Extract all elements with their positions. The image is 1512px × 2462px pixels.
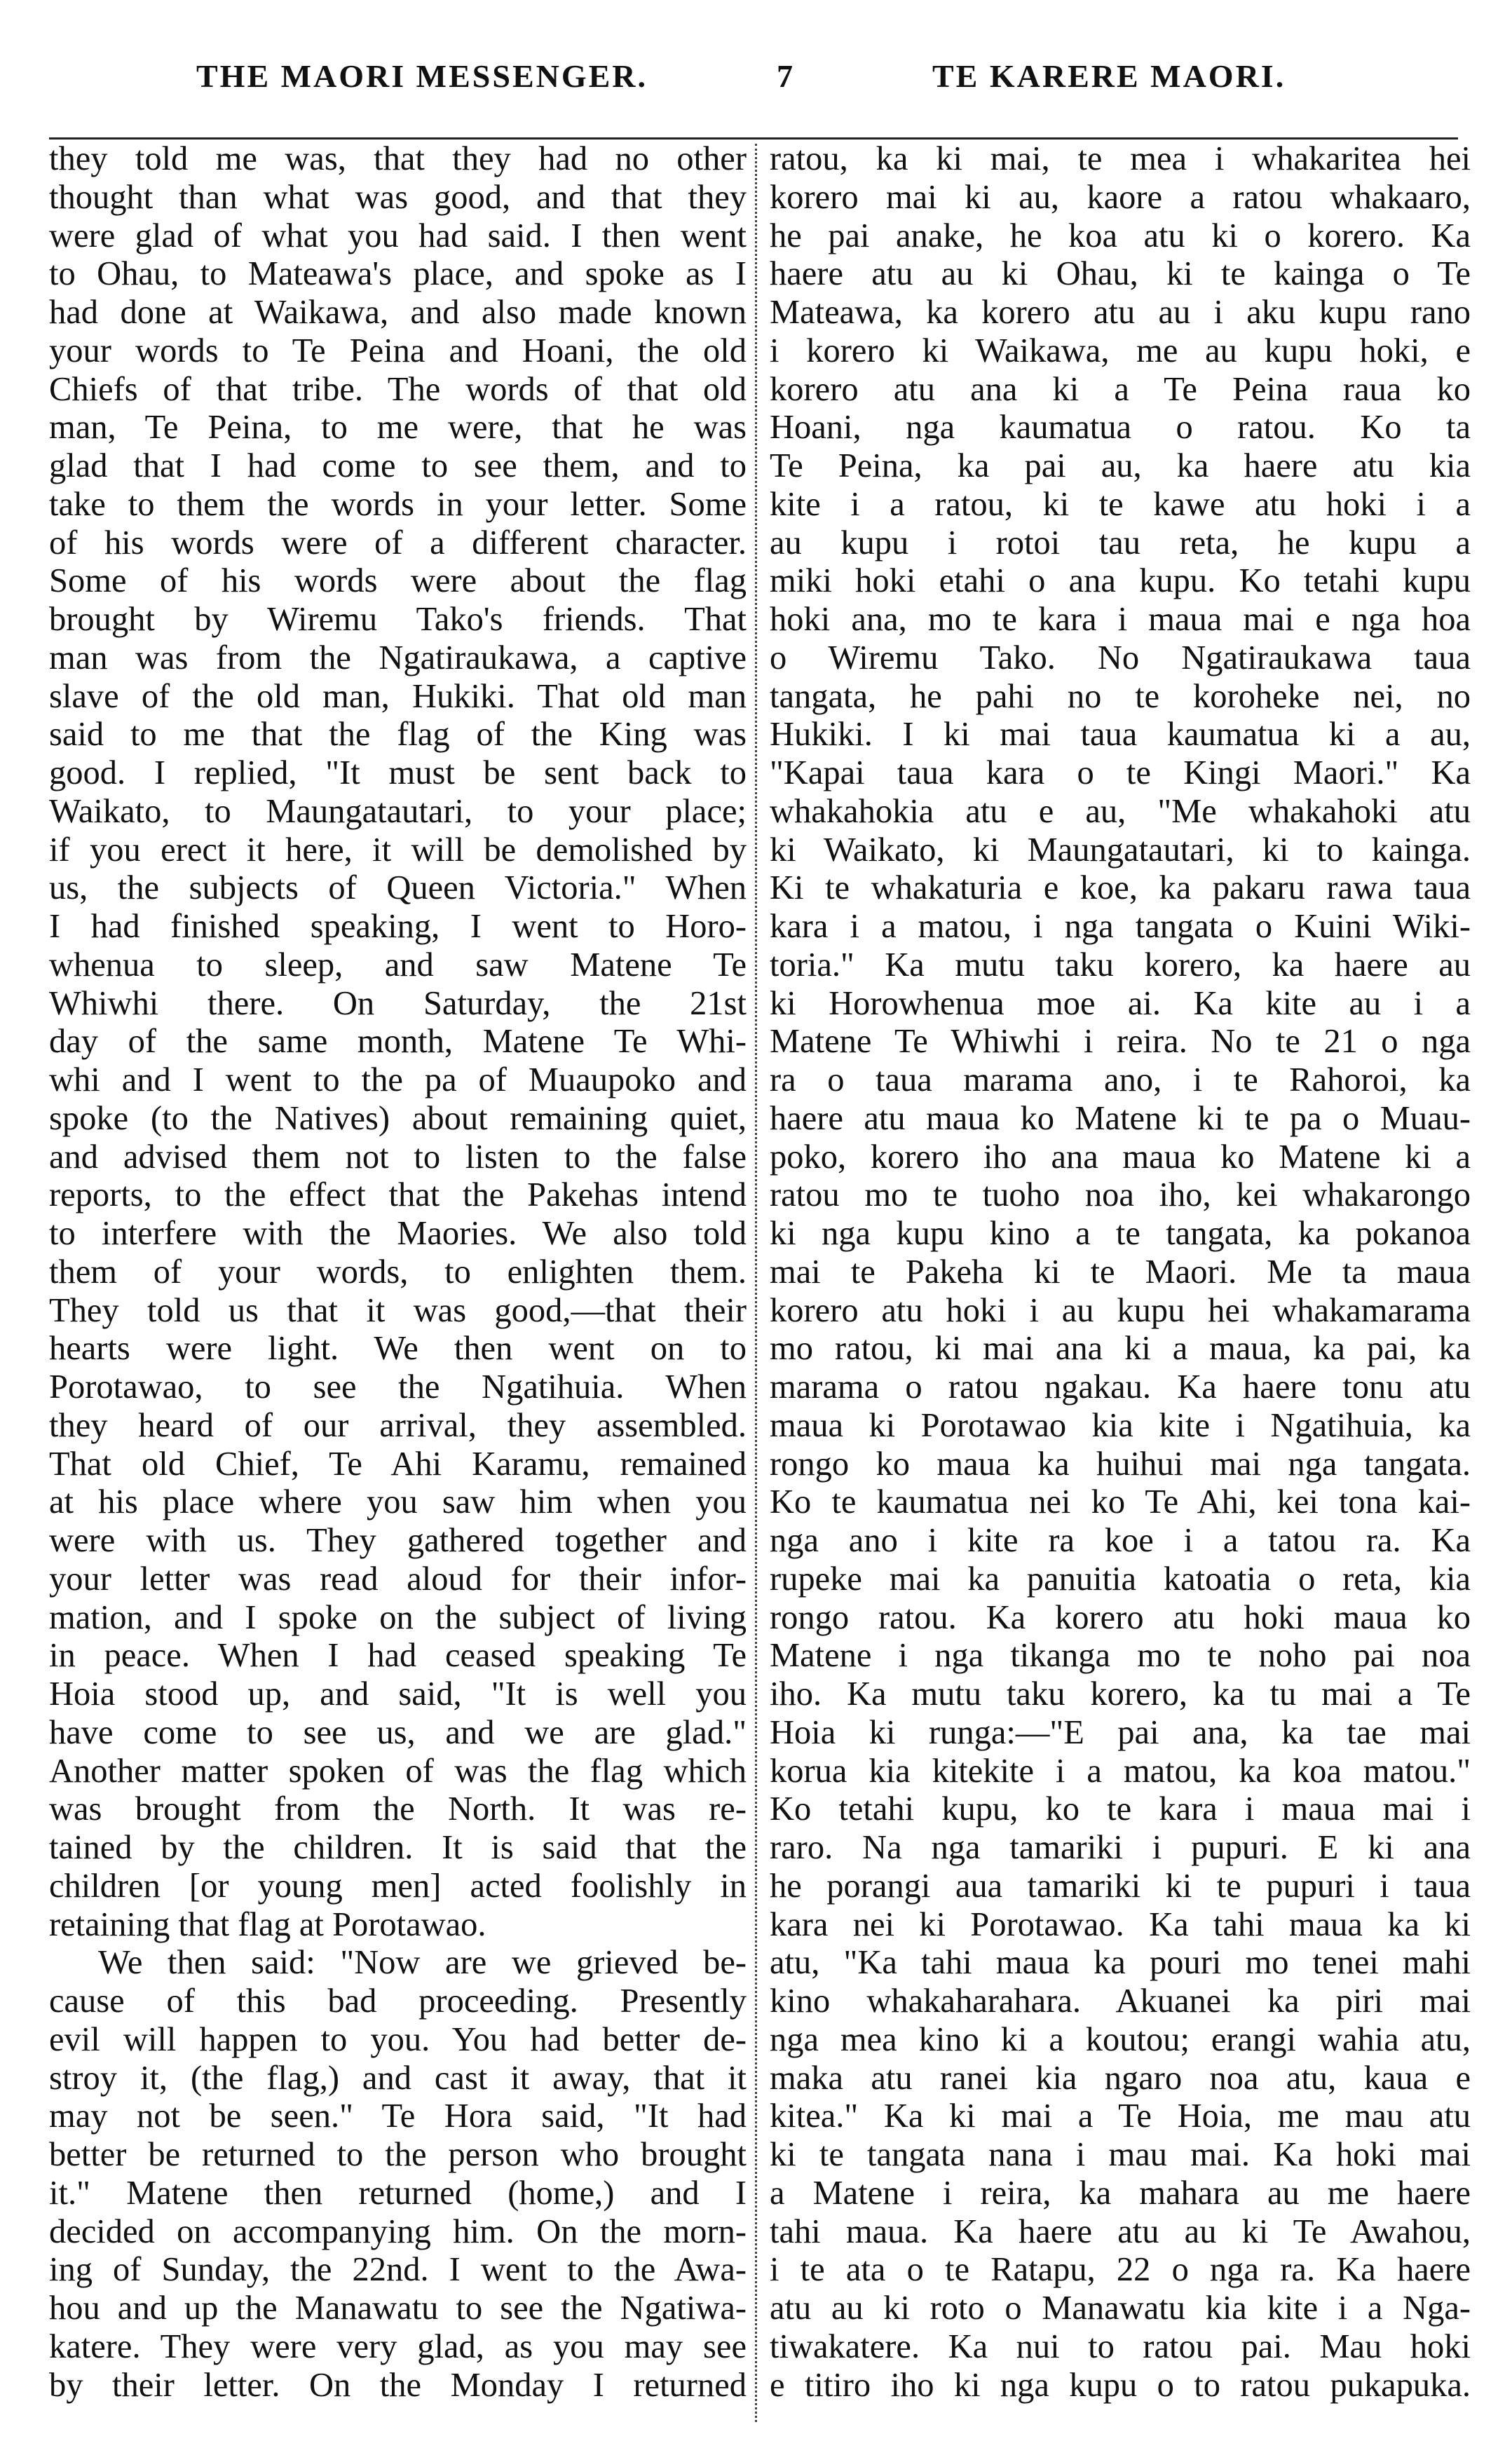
- english-text-line: were with us. They gathered together and: [49, 1522, 747, 1559]
- maori-text-line: Hoia ki runga:—"E pai ana, ka tae mai: [770, 1713, 1471, 1751]
- english-text-line: Another matter spoken of was the flag which: [49, 1752, 747, 1790]
- english-text-line: by their letter. On the Monday I returned: [49, 2366, 747, 2404]
- english-text-line: spoke (to the Natives) about remaining quiet,: [49, 1099, 747, 1137]
- english-text-line: hearts were light. We then went on to: [49, 1330, 747, 1368]
- english-text-line: cause of this bad proceeding. Presently: [49, 1982, 747, 2020]
- english-text-line: us, the subjects of Queen Victoria." When: [49, 869, 747, 907]
- maori-text-line: miki hoki etahi o ana kupu. Ko tetahi kupu: [770, 562, 1471, 600]
- maori-text-line: ra o taua marama ano, i te Rahoroi, ka: [770, 1061, 1471, 1099]
- maori-text-line: haere atu maua ko Matene ki te pa o Muau-: [770, 1099, 1471, 1137]
- page-header: [49, 57, 1458, 114]
- english-text-line: had done at Waikawa, and also made known: [49, 294, 747, 331]
- maori-column: [770, 140, 1471, 2405]
- english-text-line: brought by Wiremu Tako's friends. That: [49, 601, 747, 638]
- english-text-line: your letter was read aloud for their infor-: [49, 1560, 747, 1598]
- english-text-line: hou and up the Manawatu to see the Ngatiwa-: [49, 2290, 747, 2327]
- english-text-line: Porotawao, to see the Ngatihuia. When: [49, 1368, 747, 1406]
- english-text-line: better be returned to the person who brought: [49, 2136, 747, 2173]
- english-text-line: slave of the old man, Hukiki. That old man: [49, 677, 747, 715]
- english-text-line: they told me was, that they had no other: [49, 140, 747, 177]
- english-text-line: to interfere with the Maories. We also told: [49, 1215, 747, 1252]
- maori-text-line: iho. Ka mutu taku korero, ka tu mai a Te: [770, 1675, 1471, 1713]
- english-text-line: to Ohau, to Mateawa's place, and spoke as I: [49, 255, 747, 293]
- english-text-line: reports, to the effect that the Pakehas intend: [49, 1176, 747, 1214]
- english-text-line: good. I replied, "It must be sent back to: [49, 754, 747, 791]
- maori-text-line: ki te tangata nana i mau mai. Ka hoki mai: [770, 2136, 1471, 2173]
- maori-text-line: nga ano i kite ra koe i a tatou ra. Ka: [770, 1522, 1471, 1559]
- maori-text-line: ratou, ka ki mai, te mea i whakaritea hei: [770, 140, 1471, 177]
- english-text-line: That old Chief, Te Ahi Karamu, remained: [49, 1445, 747, 1483]
- english-text-line: of his words were of a different character.: [49, 524, 747, 562]
- maori-text-line: i te ata o te Ratapu, 22 o nga ra. Ka haere: [770, 2251, 1471, 2289]
- maori-text-line: marama o ratou ngakau. Ka haere tonu atu: [770, 1368, 1471, 1406]
- maori-text-line: a Matene i reira, ka mahara au me haere: [770, 2174, 1471, 2212]
- maori-text-line: korero atu ana ki a Te Peina raua ko: [770, 370, 1471, 408]
- maori-text-line: nga mea kino ki a koutou; erangi wahia atu,: [770, 2020, 1471, 2058]
- english-text-line: whenua to sleep, and saw Matene Te: [49, 946, 747, 984]
- header-rule: [49, 137, 1458, 140]
- maori-text-line: toria." Ka mutu taku korero, ka haere au: [770, 946, 1471, 984]
- english-text-line: may not be seen." Te Hora said, "It had: [49, 2097, 747, 2135]
- maori-text-line: Hukiki. I ki mai taua kaumatua ki a au,: [770, 716, 1471, 754]
- english-text-line: in peace. When I had ceased speaking Te: [49, 1637, 747, 1675]
- maori-text-line: Matene Te Whiwhi i reira. No te 21 o nga: [770, 1023, 1471, 1061]
- english-text-line: Whiwhi there. On Saturday, the 21st: [49, 984, 747, 1022]
- maori-text-line: kitea." Ka ki mai a Te Hoia, me mau atu: [770, 2097, 1471, 2135]
- english-text-line: day of the same month, Matene Te Whi-: [49, 1023, 747, 1061]
- english-text-line: glad that I had come to see them, and to: [49, 447, 747, 484]
- maori-text-line: kara i a matou, i nga tangata o Kuini Wiki-: [770, 908, 1471, 945]
- maori-text-line: atu au ki roto o Manawatu kia kite i a Nga-: [770, 2290, 1471, 2327]
- maori-text-line: mai te Pakeha ki te Maori. Me ta maua: [770, 1253, 1471, 1291]
- english-column: [49, 140, 747, 2405]
- maori-text-line: au kupu i rotoi tau reta, he kupu a: [770, 524, 1471, 562]
- maori-text-line: tahi maua. Ka haere atu au ki Te Awahou,: [770, 2212, 1471, 2250]
- maori-text-line: "Kapai taua kara o te Kingi Maori." Ka: [770, 754, 1471, 791]
- english-text-line: them of your words, to enlighten them.: [49, 1253, 747, 1291]
- maori-text-line: o Wiremu Tako. No Ngatiraukawa taua: [770, 639, 1471, 676]
- maori-text-line: he pai anake, he koa atu ki o korero. Ka: [770, 217, 1471, 254]
- english-text-line: stroy it, (the flag,) and cast it away, that it: [49, 2059, 747, 2097]
- english-text-line: Waikato, to Maungatautari, to your place;: [49, 792, 747, 830]
- maori-text-line: e titiro iho ki nga kupu o to ratou pukapuka.: [770, 2366, 1471, 2404]
- english-text-line: take to them the words in your letter. Some: [49, 485, 747, 523]
- english-text-line: They told us that it was good,—that their: [49, 1291, 747, 1329]
- maori-text-line: ki Waikato, ki Maungatautari, ki to kainga.: [770, 831, 1471, 869]
- english-text-line: your words to Te Peina and Hoani, the old: [49, 332, 747, 369]
- maori-text-line: korero atu hoki i au kupu hei whakamarama: [770, 1291, 1471, 1329]
- maori-text-line: Matene i nga tikanga mo te noho pai noa: [770, 1637, 1471, 1675]
- english-text-line: Hoia stood up, and said, "It is well you: [49, 1675, 747, 1713]
- english-text-line: was brought from the North. It was re-: [49, 1790, 747, 1828]
- column-divider: [755, 144, 757, 2422]
- english-text-line: and advised them not to listen to the false: [49, 1138, 747, 1176]
- english-text-line: decided on accompanying him. On the morn-: [49, 2212, 747, 2250]
- maori-text-line: maka atu ranei kia ngaro noa atu, kaua e: [770, 2059, 1471, 2097]
- maori-text-line: maua ki Porotawao kia kite i Ngatihuia, ka: [770, 1406, 1471, 1444]
- maori-text-line: he porangi aua tamariki ki te pupuri i taua: [770, 1867, 1471, 1905]
- english-text-line: Chiefs of that tribe. The words of that old: [49, 370, 747, 408]
- english-text-line: Some of his words were about the flag: [49, 562, 747, 600]
- maori-text-line: poko, korero iho ana maua ko Matene ki a: [770, 1138, 1471, 1176]
- english-text-line: ing of Sunday, the 22nd. I went to the Awa-: [49, 2251, 747, 2289]
- maori-text-line: Mateawa, ka korero atu au i aku kupu rano: [770, 294, 1471, 331]
- maori-text-line: Ko tetahi kupu, ko te kara i maua mai i: [770, 1790, 1471, 1828]
- maori-text-line: haere atu au ki Ohau, ki te kainga o Te: [770, 255, 1471, 293]
- maori-text-line: korua kia kitekite i a matou, ka koa matou.": [770, 1752, 1471, 1790]
- english-text-line: retaining that flag at Porotawao.: [49, 1905, 486, 1943]
- english-text-line: tained by the children. It is said that the: [49, 1829, 747, 1866]
- english-text-line: were glad of what you had said. I then went: [49, 217, 747, 254]
- english-text-line: they heard of our arrival, they assembled.: [49, 1406, 747, 1444]
- english-text-line: it." Matene then returned (home,) and I: [49, 2174, 747, 2212]
- maori-text-line: korero mai ki au, kaore a ratou whakaaro,: [770, 178, 1471, 216]
- maori-text-line: ratou mo te tuoho noa iho, kei whakarongo: [770, 1176, 1471, 1214]
- english-text-line: man was from the Ngatiraukawa, a captive: [49, 639, 747, 676]
- english-text-line: said to me that the flag of the King was: [49, 716, 747, 754]
- english-text-line: We then said: "Now are we grieved be-: [98, 1944, 747, 1982]
- english-text-line: man, Te Peina, to me were, that he was: [49, 409, 747, 447]
- maori-text-line: whakahokia atu e au, "Me whakahoki atu: [770, 792, 1471, 830]
- maori-text-line: Hoani, nga kaumatua o ratou. Ko ta: [770, 409, 1471, 447]
- english-masthead: THE MAORI MESSENGER.: [196, 58, 648, 94]
- maori-text-line: rupeke mai ka panuitia katoatia o reta, kia: [770, 1560, 1471, 1598]
- english-text-line: thought than what was good, and that they: [49, 178, 747, 216]
- maori-text-line: hoki ana, mo te kara i maua mai e nga hoa: [770, 601, 1471, 638]
- maori-text-line: Ko te kaumatua nei ko Te Ahi, kei tona kai-: [770, 1483, 1471, 1521]
- maori-text-line: rongo ratou. Ka korero atu hoki maua ko: [770, 1598, 1471, 1636]
- maori-text-line: mo ratou, ki mai ana ki a maua, ka pai, ka: [770, 1330, 1471, 1368]
- english-text-line: evil will happen to you. You had better de-: [49, 2020, 747, 2058]
- english-text-line: have come to see us, and we are glad.": [49, 1713, 747, 1751]
- maori-text-line: ki nga kupu kino a te tangata, ka pokanoa: [770, 1215, 1471, 1252]
- maori-text-line: i korero ki Waikawa, me au kupu hoki, e: [770, 332, 1471, 369]
- maori-text-line: Te Peina, ka pai au, ka haere atu kia: [770, 447, 1471, 484]
- page-number: 7: [777, 58, 795, 94]
- maori-text-line: tangata, he pahi no te koroheke nei, no: [770, 677, 1471, 715]
- maori-text-line: kara nei ki Porotawao. Ka tahi maua ka ki: [770, 1905, 1471, 1943]
- english-text-line: katere. They were very glad, as you may see: [49, 2327, 747, 2365]
- maori-masthead: TE KARERE MAORI.: [932, 58, 1286, 94]
- maori-text-line: Ki te whakaturia e koe, ka pakaru rawa taua: [770, 869, 1471, 907]
- maori-text-line: atu, "Ka tahi maua ka pouri mo tenei mahi: [770, 1944, 1471, 1982]
- maori-text-line: rongo ko maua ka huihui mai nga tangata.: [770, 1445, 1471, 1483]
- maori-text-line: kite i a ratou, ki te kawe atu hoki i a: [770, 485, 1471, 523]
- maori-text-line: kino whakaharahara. Akuanei ka piri mai: [770, 1982, 1471, 2020]
- english-text-line: whi and I went to the pa of Muaupoko and: [49, 1061, 747, 1099]
- english-text-line: if you erect it here, it will be demolished by: [49, 831, 747, 869]
- english-text-line: at his place where you saw him when you: [49, 1483, 747, 1521]
- english-text-line: I had finished speaking, I went to Horo-: [49, 908, 747, 945]
- maori-text-line: tiwakatere. Ka nui to ratou pai. Mau hoki: [770, 2327, 1471, 2365]
- maori-text-line: ki Horowhenua moe ai. Ka kite au i a: [770, 984, 1471, 1022]
- maori-text-line: raro. Na nga tamariki i pupuri. E ki ana: [770, 1829, 1471, 1866]
- english-text-line: mation, and I spoke on the subject of living: [49, 1598, 747, 1636]
- english-text-line: children [or young men] acted foolishly in: [49, 1867, 747, 1905]
